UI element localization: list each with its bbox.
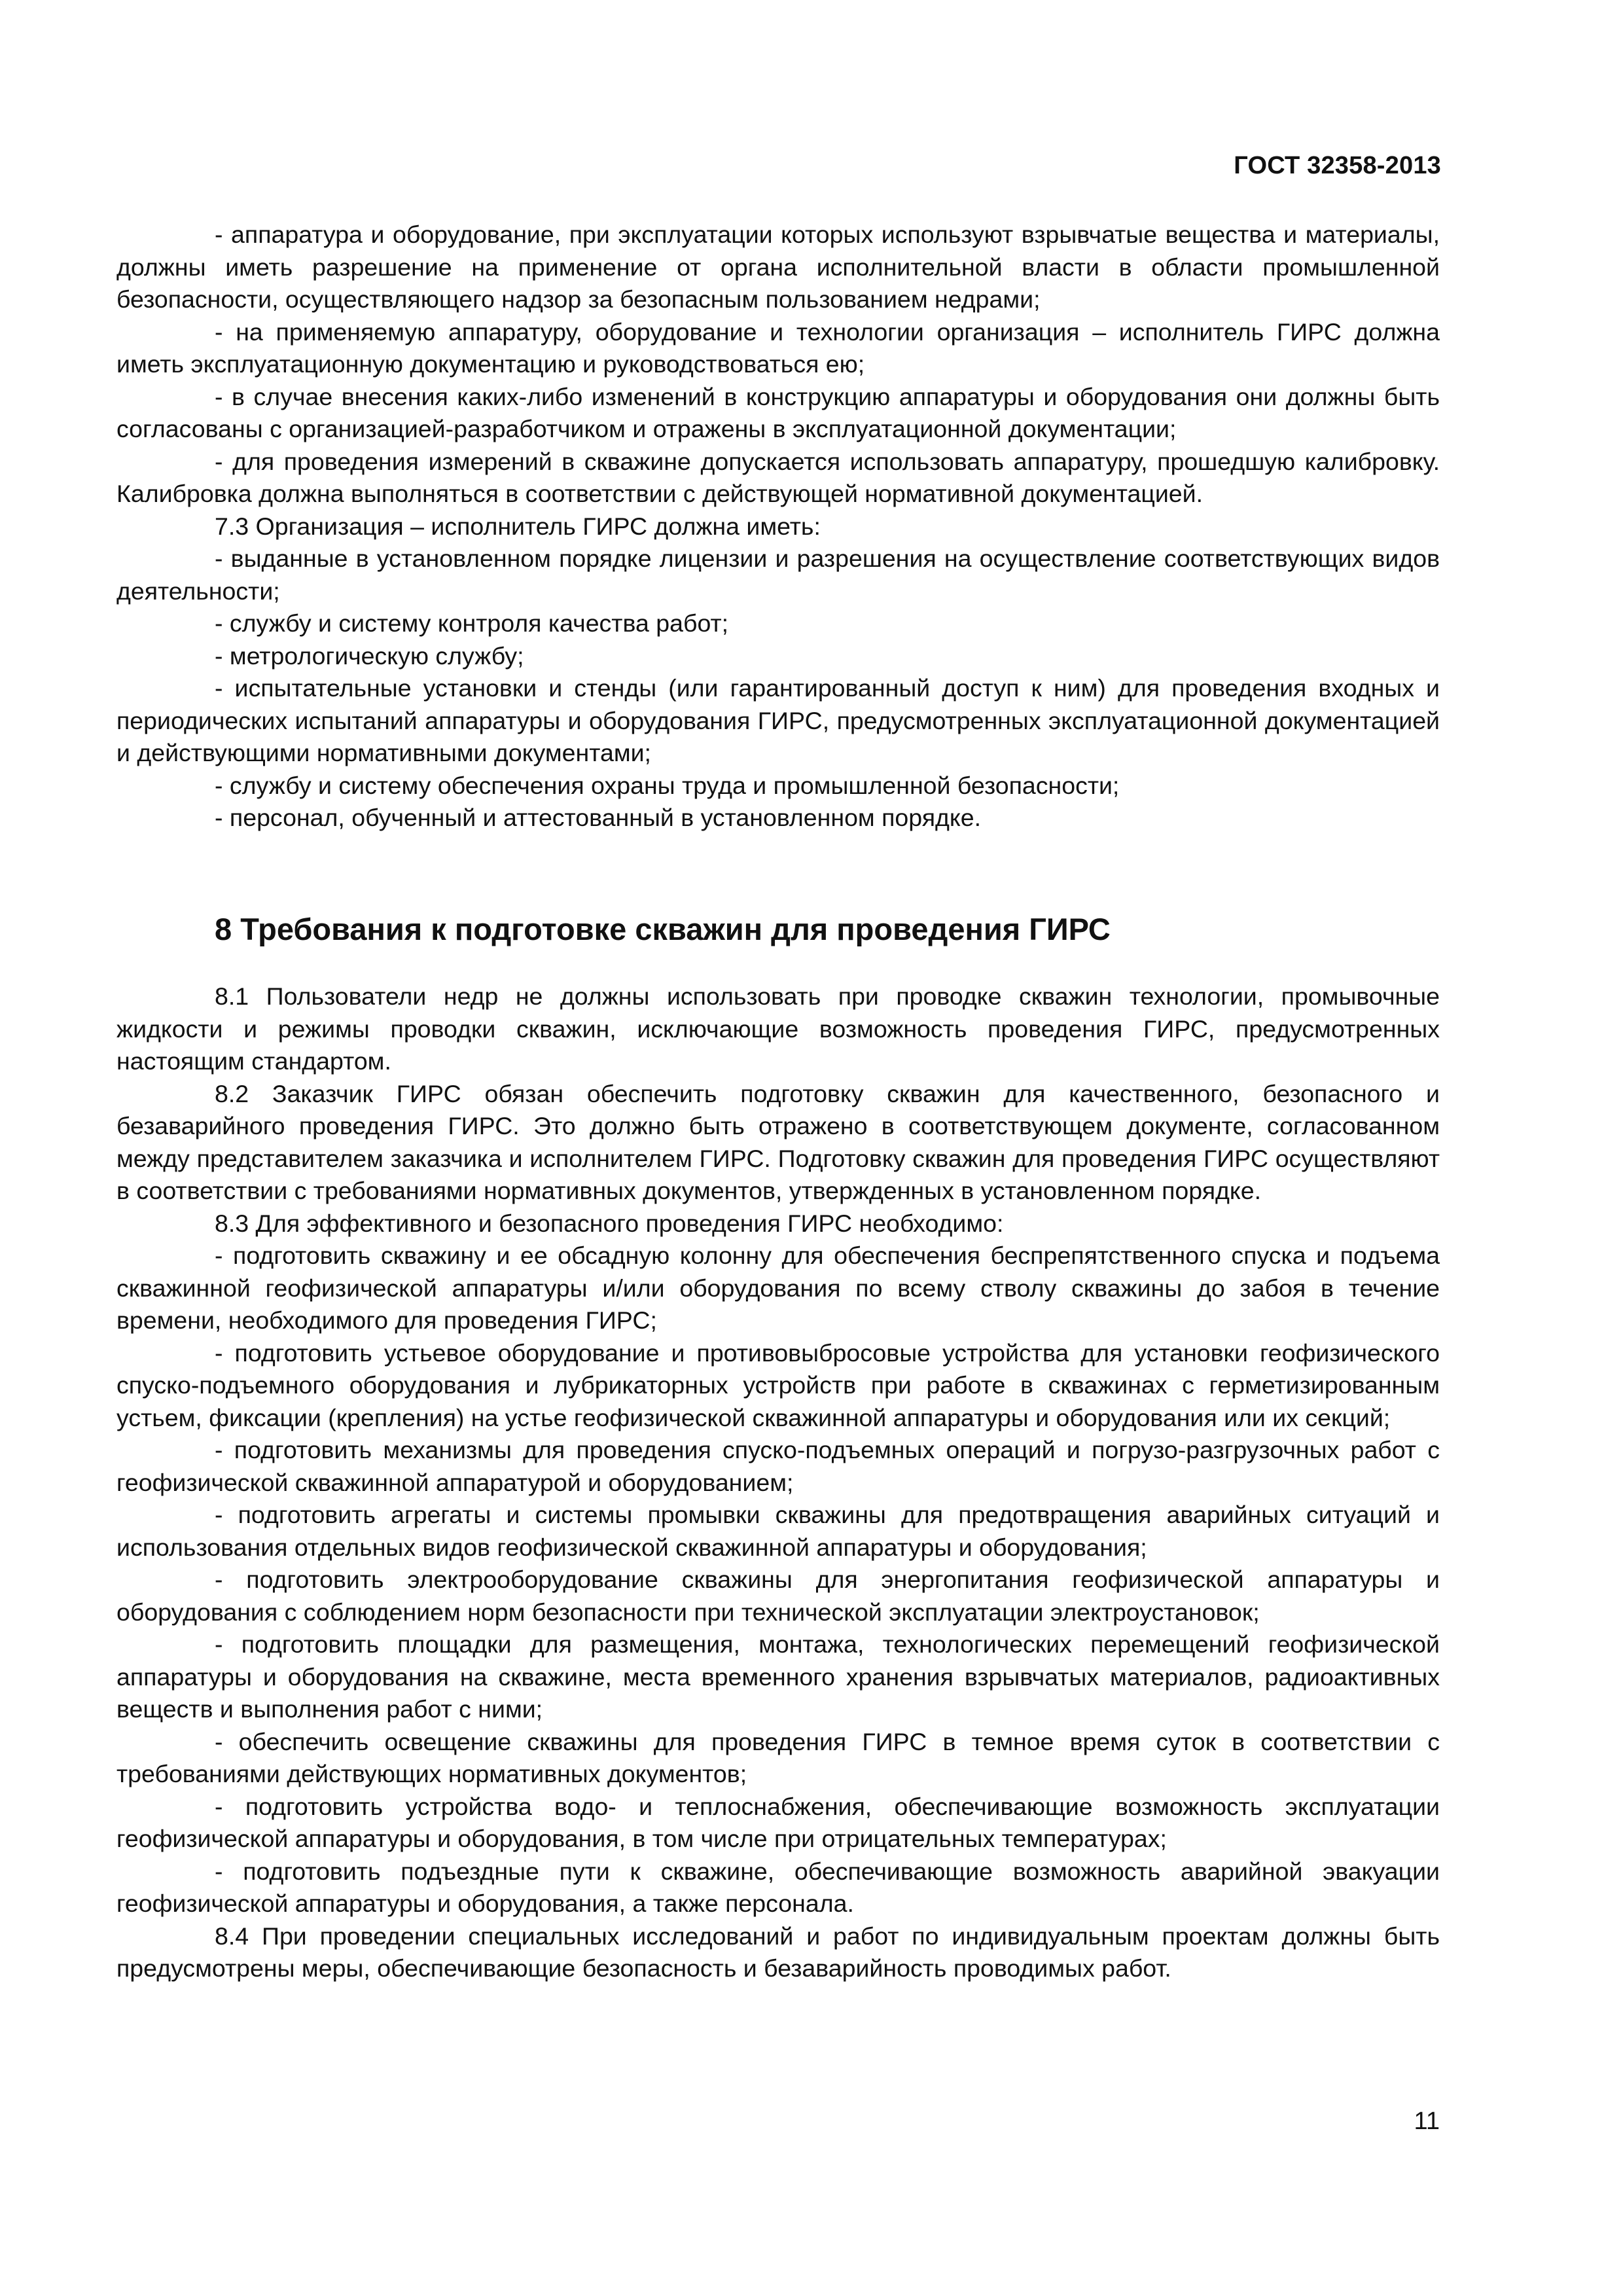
- section-8-text-block: [116, 980, 1440, 1985]
- paragraph: - подготовить устройства водо- и теплоснабжения, обеспечивающие возможность эксплуатации геофизической аппаратуры и оборудования, в том числе при отрицательных температурах;: [116, 1792, 1440, 1852]
- paragraph: - испытательные установки и стенды (или гарантированный доступ к ним) для проведения входных и периодических испытаний аппаратуры и оборудования ГИРС, предусмотренных эксплуатационной документацией и действующими нормативными документами;: [116, 674, 1440, 766]
- paragraph: - подготовить механизмы для проведения спуско-подъемных операций и погрузо-разгрузочных работ с геофизической скважинной аппаратурой и оборудованием;: [116, 1436, 1440, 1496]
- paragraph: 8.2 Заказчик ГИРС обязан обеспечить подготовку скважин для качественного, безопасного и безаварийного проведения ГИРС. Это должно быть отражено в соответствующем документе, согласованном между представителем заказчика и исполнителем ГИРС. Подготовку скважин для проведения ГИРС осуществляют в соответствии с требованиями нормативных документов, утвержденных в установленном порядке.: [116, 1079, 1440, 1204]
- paragraph: - в случае внесения каких-либо изменений в конструкцию аппаратуры и оборудования они должны быть согласованы с организацией-разработчиком и отражены в эксплуатационной документации;: [116, 382, 1440, 442]
- paragraph: - службу и систему обеспечения охраны труда и промышленной безопасности;: [215, 771, 1120, 799]
- paragraph: - подготовить агрегаты и системы промывки скважины для предотвращения аварийных ситуаций и использования отдельных видов геофизической скважинной аппаратуры и оборудования;: [116, 1501, 1440, 1561]
- paragraph: - обеспечить освещение скважины для проведения ГИРС в темное время суток в соответствии с требованиями действующих нормативных документов;: [116, 1727, 1440, 1787]
- paragraph: - метрологическую службу;: [215, 641, 524, 670]
- paragraph: - подготовить электрооборудование скважины для энергопитания геофизической аппаратуры и оборудования с соблюдением норм безопасности при технической эксплуатации электроустановок;: [116, 1566, 1440, 1626]
- page-number: 11: [1414, 2108, 1440, 2135]
- paragraph: - аппаратура и оборудование, при эксплуатации которых используют взрывчатые вещества и материалы, должны иметь разрешение на применение от органа исполнительной власти в области промышленной безопасности, осуществляющего надзор за безопасным пользованием недрами;: [116, 221, 1440, 313]
- standard-code-header: ГОСТ 32358-2013: [1234, 152, 1441, 179]
- paragraph: - подготовить скважину и ее обсадную колонну для обеспечения беспрепятственного спуска и подъема скважинной геофизической аппаратуры и/или оборудования по всему стволу скважины до забоя в течение времени, необходимого для проведения ГИРС;: [116, 1242, 1440, 1334]
- paragraph: 8.4 При проведении специальных исследований и работ по индивидуальным проектам должны быть предусмотрены меры, обеспечивающие безопасность и безаварийность проводимых работ.: [116, 1922, 1440, 1982]
- paragraph: - подготовить подъездные пути к скважине, обеспечивающие возможность аварийной эвакуации геофизической аппаратуры и оборудования, а также персонала.: [116, 1857, 1440, 1917]
- paragraph: - службу и систему контроля качества работ;: [215, 609, 729, 637]
- paragraph: - для проведения измерений в скважине допускается использовать аппаратуру, прошедшую калибровку. Калибровка должна выполняться в соответствии с действующей нормативной документацией.: [116, 447, 1440, 507]
- paragraph: 7.3 Организация – исполнитель ГИРС должна иметь:: [215, 512, 821, 540]
- paragraph: - выданные в установленном порядке лицензии и разрешения на осуществление соответствующих видов деятельности;: [116, 545, 1440, 605]
- paragraph: - подготовить устьевое оборудование и противовыбросовые устройства для установки геофизического спуско-подъемного оборудования и лубрикаторных устройств при работе в скважинах с герметизированным устьем, фиксации (крепления) на устье геофизической скважинной аппаратуры и оборудования или их секций;: [116, 1338, 1440, 1431]
- section-heading: 8 Требования к подготовке скважин для проведения ГИРС: [215, 912, 1111, 946]
- paragraph: 8.1 Пользователи недр не должны использовать при проводке скважин технологии, промывочные жидкости и режимы проводки скважин, исключающие возможность проведения ГИРС, предусмотренных настоящим стандартом.: [116, 982, 1440, 1075]
- requirements-text-block: [116, 219, 1440, 834]
- paragraph: 8.3 Для эффективного и безопасного проведения ГИРС необходимо:: [215, 1209, 1004, 1237]
- paragraph: - персонал, обученный и аттестованный в установленном порядке.: [215, 804, 982, 831]
- paragraph: - подготовить площадки для размещения, монтажа, технологических перемещений геофизической аппаратуры и оборудования на скважине, места временного хранения взрывчатых материалов, радиоактивных веществ и выполнения работ с ними;: [116, 1630, 1440, 1723]
- paragraph: - на применяемую аппаратуру, оборудование и технологии организация – исполнитель ГИРС должна иметь эксплуатационную документацию и руководствоваться ею;: [116, 317, 1440, 378]
